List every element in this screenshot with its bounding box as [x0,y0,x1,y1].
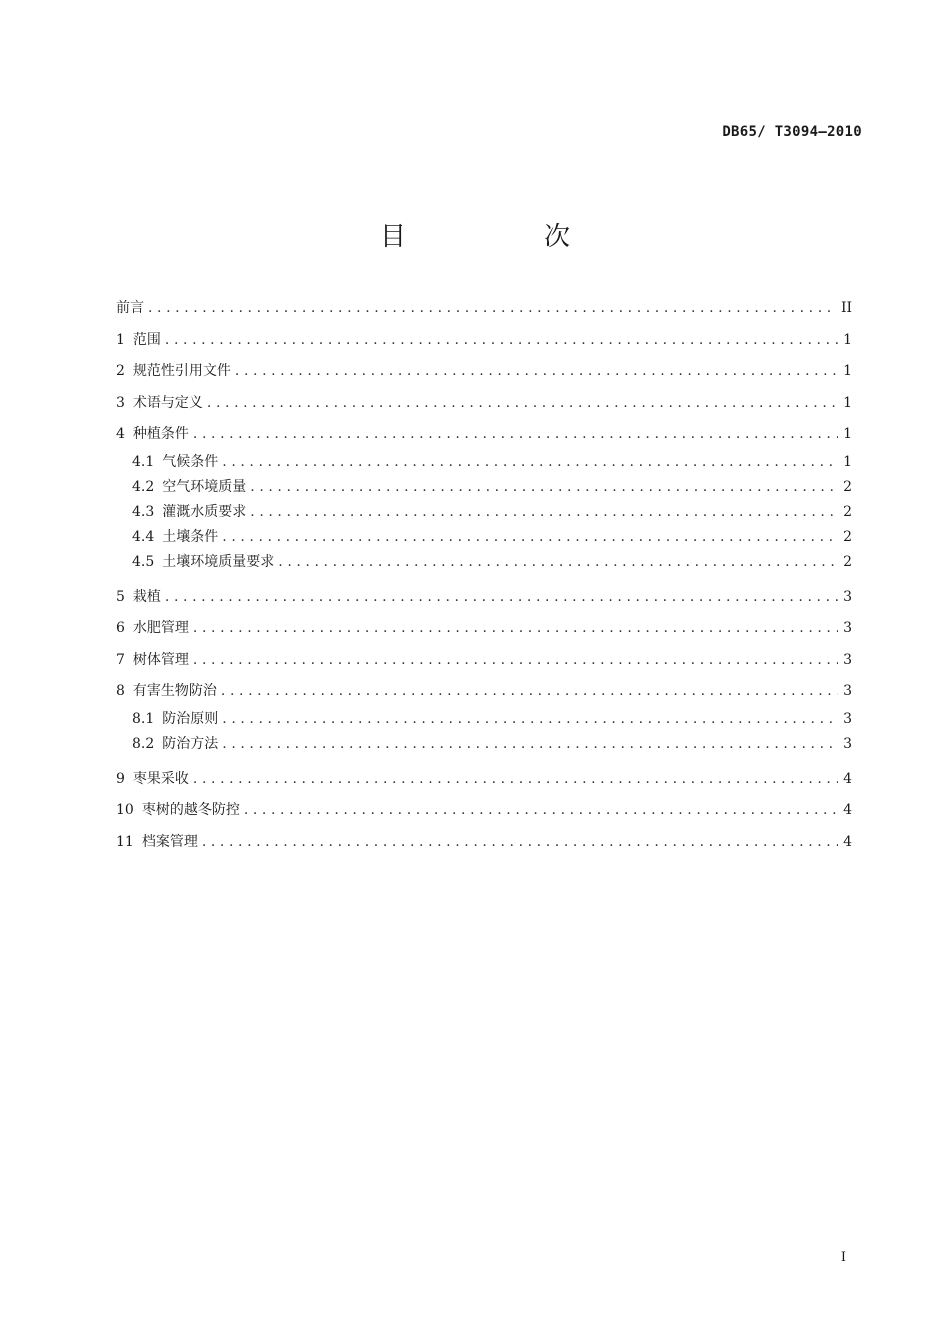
toc-entry-8-1[interactable] [116,709,852,734]
toc-entry-page: 2 [843,478,852,495]
toc-entry-label: 防治方法 [162,735,219,752]
toc-entry-label: 栽植 [132,588,161,605]
dot-leader [193,424,838,444]
dot-leader [222,709,838,729]
toc-entry-number: 4.4 [132,528,155,545]
toc-entry-page: 2 [843,553,852,570]
toc-entry-number: 4.2 [132,478,155,495]
toc-entry-7[interactable] [116,646,852,678]
toc-entry-label: 术语与定义 [132,394,203,411]
dot-leader [165,330,838,350]
toc-entry-number: 4.3 [132,503,155,520]
toc-entry-3[interactable] [116,389,852,421]
dot-leader [193,769,838,789]
toc-entry-4-2[interactable] [116,477,852,502]
toc-entry-page: 1 [843,331,852,348]
toc-entry-number: 9 [116,770,125,787]
dot-leader [278,552,838,572]
dot-leader [222,452,838,472]
dot-leader [222,734,838,754]
dot-leader [244,800,838,820]
table-of-contents [116,294,852,859]
toc-entry-page: II [840,300,852,316]
dot-leader [250,477,838,497]
toc-entry-5[interactable] [116,583,852,615]
toc-entry-4-3[interactable] [116,502,852,527]
toc-entry-number: 4.5 [132,553,155,570]
toc-entry-label: 有害生物防治 [132,683,217,699]
toc-entry-8[interactable] [116,677,852,709]
dot-leader [250,502,838,522]
toc-entry-page: 4 [843,833,852,850]
toc-entry-4[interactable] [116,420,852,452]
toc-entry-page: 1 [843,363,852,379]
toc-entry-6[interactable] [116,614,852,646]
toc-entry-page: 3 [843,683,852,699]
toc-entry-page: 1 [843,426,852,442]
toc-entry-number: 1 [116,331,125,348]
toc-entry-2[interactable] [116,357,852,389]
toc-entry-label: 防治原则 [162,710,219,727]
standard-code: DB65/ T3094—2010 [722,124,862,140]
toc-entry-label: 土壤条件 [162,528,219,545]
dot-leader [165,587,838,607]
toc-entry-9[interactable] [116,765,852,797]
toc-entry-page: 2 [843,528,852,545]
toc-entry-number: 2 [116,363,125,379]
toc-entry-page: 2 [843,503,852,520]
toc-entry-label: 灌溉水质要求 [162,503,247,520]
toc-entry-label: 范围 [132,331,161,348]
toc-entry-label: 土壤环境质量要求 [162,553,275,570]
toc-entry-number: 4 [116,426,125,442]
toc-entry-label: 前言 [116,300,144,316]
toc-title: 目 次 [379,222,626,252]
toc-entry-label: 枣果采收 [132,770,189,787]
toc-entry-number: 5 [116,588,125,605]
dot-leader [222,527,838,547]
dot-leader [202,832,838,852]
toc-entry-page: 4 [843,802,852,818]
toc-entry-number: 8 [116,683,125,699]
toc-entry-number: 4.1 [132,453,155,470]
toc-entry-4-5[interactable] [116,552,852,577]
toc-entry-label: 空气环境质量 [162,478,247,495]
toc-entry-4-1[interactable] [116,452,852,477]
toc-entry-label: 树体管理 [132,651,189,668]
toc-entry-label: 规范性引用文件 [132,363,231,379]
toc-entry-page: 3 [843,710,852,727]
toc-entry-label: 气候条件 [162,453,219,470]
toc-entry-4-4[interactable] [116,527,852,552]
toc-entry-label: 种植条件 [132,426,189,442]
dot-leader [207,393,838,413]
toc-entry-page: 1 [843,394,852,411]
toc-entry-number: 10 [116,802,134,818]
toc-entry-number: 8.1 [132,710,155,727]
dot-leader [193,650,838,670]
toc-entry-label: 档案管理 [141,833,198,850]
toc-entry-number: 3 [116,394,125,411]
toc-entry-11[interactable] [116,828,852,860]
toc-entry-label: 水肥管理 [132,620,189,636]
dot-leader [235,361,838,381]
toc-entry-page: 4 [843,770,852,787]
dot-leader [148,298,837,318]
toc-entry-page: 3 [843,620,852,636]
toc-entry-foreword[interactable] [116,294,852,326]
toc-entry-8-2[interactable] [116,734,852,759]
toc-entry-label: 枣树的越冬防控 [141,802,240,818]
toc-entry-page: 1 [843,453,852,470]
toc-entry-number: 8.2 [132,735,155,752]
toc-entry-number: 11 [116,833,134,850]
toc-entry-number: 6 [116,620,125,636]
dot-leader [193,618,838,638]
toc-entry-page: 3 [843,588,852,605]
page-number: I [840,1250,846,1265]
dot-leader [221,681,838,701]
toc-entry-page: 3 [843,651,852,668]
toc-entry-page: 3 [843,735,852,752]
toc-entry-10[interactable] [116,796,852,828]
toc-entry-number: 7 [116,651,125,668]
toc-entry-1[interactable] [116,326,852,358]
